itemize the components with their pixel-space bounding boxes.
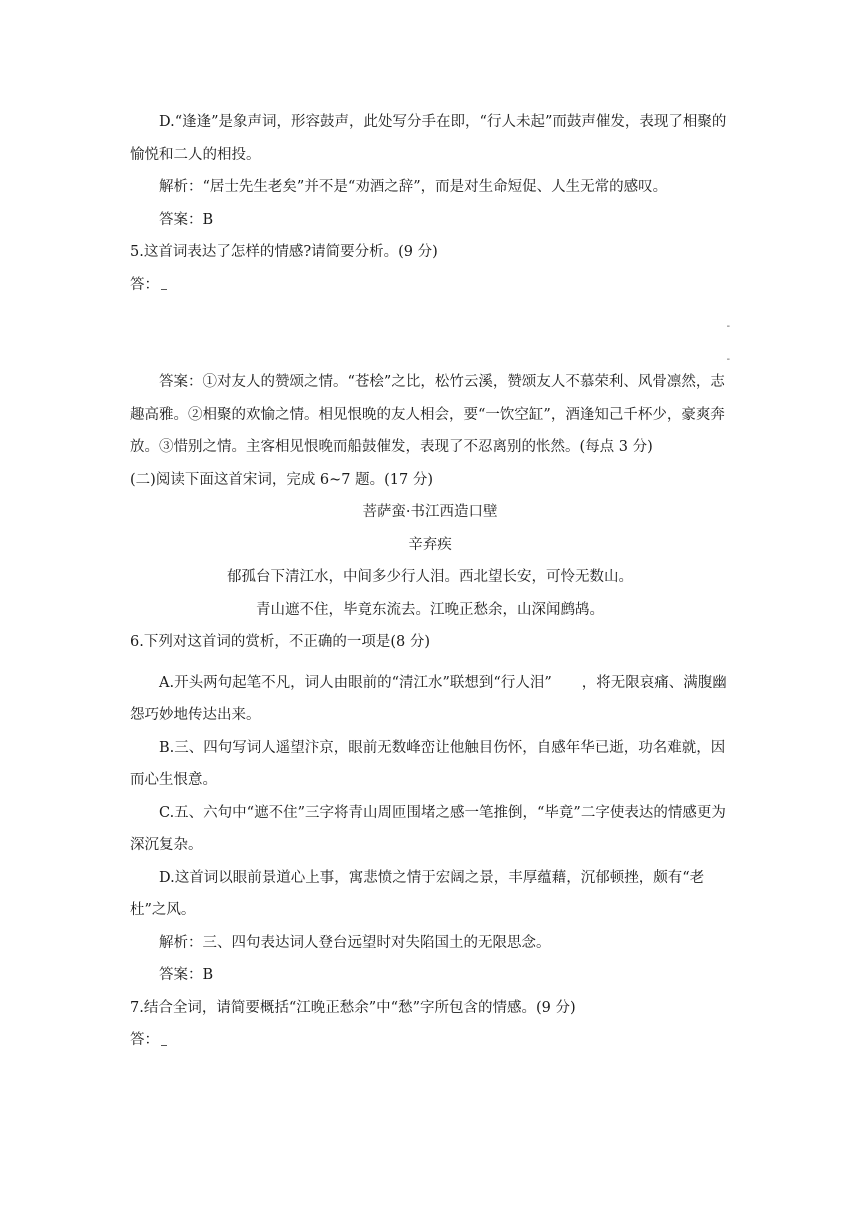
q6-option-c: C.五、六句中“遮不住”三字将青山周匝围堵之感一笔推倒，“毕竟”二字使表达的情感更为深沉复杂。 [130,804,726,853]
poem-title: 菩萨蛮·书江西造口壁 [362,504,498,520]
q5-answer-prompt: 答： [130,276,159,293]
q4-answer: 答案：B [159,211,214,228]
q5-answer-line-3[interactable] [130,334,730,367]
line-end-mark: - [726,353,730,365]
poet-name: 辛弃疾 [408,536,452,553]
spacer [130,659,730,667]
q5-answer-line-2[interactable] [130,301,730,334]
q5-question: 5.这首词表达了怎样的情感?请简要分析。(9 分) [130,244,438,260]
poem-line-2: 青山遮不住，毕竟东流去。江晚正愁余，山深闻鹧鸪。 [256,601,604,618]
q6-option-d: D.这首词以眼前景道心上事，寓悲愤之情于宏阔之景，丰厚蕴藉，沉郁顿挫，颇有“老杜”之风。 [130,869,705,918]
q6-analysis: 解析：三、四句表达词人登台远望时对失陷国土的无限思念。 [159,934,551,951]
q5-answer: 答案：①对友人的赞颂之情。“苍桧”之比，松竹云溪，赞颂友人不慕荣利、风骨凛然，志趣高雅。②相聚的欢愉之情。相见恨晚的友人相会，要“一饮空缸”，酒逢知己千杯少，豪爽奔放。③惜别之情。主客相见恨晚而船鼓催发，表现了不忍离别的怅然。(每点 3 分) [130,374,725,455]
q6-option-a-part1: A.开头两句起笔不凡，词人由眼前的“清江水”联想到“行人泪” [159,674,552,691]
q4-analysis: 解析：“居士先生老矣”并不是“劝酒之辞”，而是对生命短促、人生无常的感叹。 [159,179,668,195]
q6-option-a-part2: ，将无限哀痛、满腹幽怨巧妙地传达出来。 [130,674,727,723]
q7-answer-prompt-line [130,1024,730,1057]
q7-answer-prompt: 答： [130,1032,159,1048]
q6-answer: 答案：B [159,967,214,983]
q6-option-b: B.三、四句写词人遥望汴京，眼前无数峰峦让他触目伤怀，自感年华已逝，功名难就，因而心生恨意。 [130,739,726,788]
q7-question: 7.结合全词，请简要概括“江晚正愁余”中“愁”字所包含的情感。(9 分) [130,999,576,1016]
q6-question: 6.下列对这首词的赏析，不正确的一项是(8 分) [130,634,430,650]
document-page [130,106,730,1057]
line-end-mark: - [726,321,730,332]
q7-answer-blank[interactable] [161,1035,167,1046]
q6-option-a [130,667,730,732]
q4-option-d: D.“逢逢”是象声词，形容鼓声，此处写分手在即，“行人未起”而鼓声催发，表现了相聚的愉悦和二人的相投。 [130,114,727,163]
q5-answer-blank[interactable] [161,279,167,290]
poem-line-1: 郁孤台下清江水，中间多少行人泪。西北望长安，可怜无数山。 [227,569,633,585]
section2-intro: (二)阅读下面这首宋词，完成 6~7 题。(17 分) [130,471,434,488]
q5-answer-prompt-line [130,269,730,302]
